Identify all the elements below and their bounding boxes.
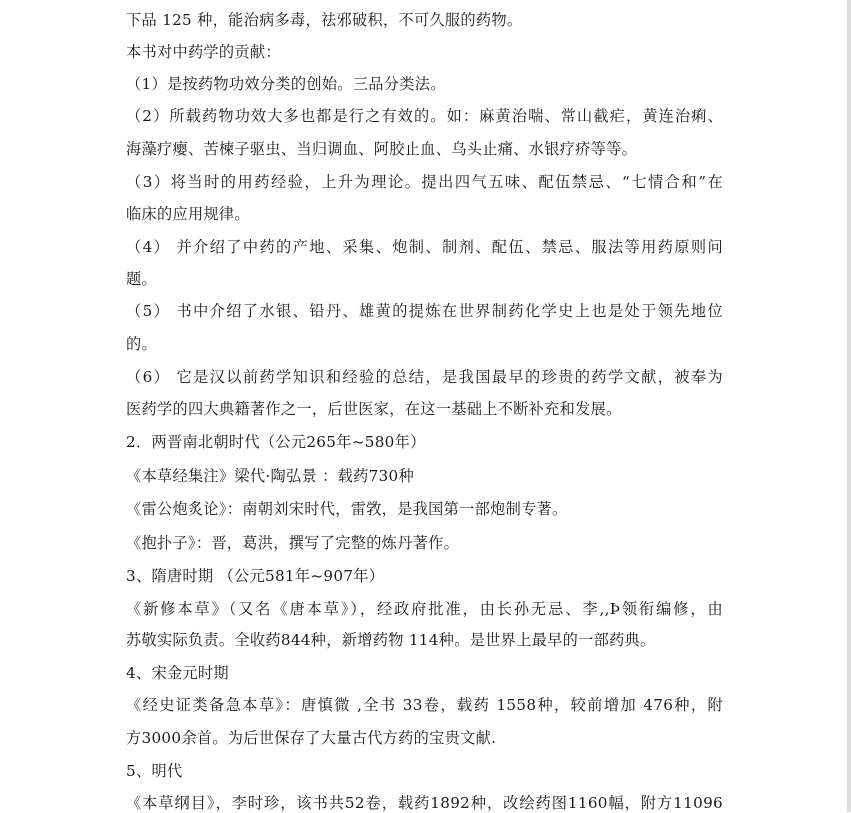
line-10: （5） 书中介绍了水银、铅丹、雄黄的提炼在世界制药化学史上也是处于领先地位 — [126, 302, 723, 320]
line-23: 方3000余首。为后世保存了大量古代方药的宝贵文献. — [126, 729, 497, 747]
line-16: 《雷公炮炙论》：南朝刘宋时代，雷敩，是我国第一部炮制专著。 — [126, 500, 568, 518]
line-13: 医药学的四大典籍著作之一，后世医家，在这一基础上不断补充和发展。 — [126, 400, 622, 418]
line-11: 的。 — [126, 335, 157, 353]
line-18: 3、隋唐时期 （公元581年~907年） — [126, 567, 385, 585]
line-25: 《本草纲目》，李时珍，该书共52卷，载药1892种，改绘药图1160幅，附方11096 — [126, 794, 723, 812]
line-20: 苏敬实际负责。全收药844种，新增药物 114种。是世界上最早的一部药典。 — [126, 631, 656, 649]
scrollbar[interactable] — [847, 0, 851, 812]
line-24: 5、明代 — [126, 762, 183, 780]
line-8: （4） 并介绍了中药的产地、采集、炮制、制剂、配伍、禁忌、服法等用药原则问 — [126, 238, 723, 256]
line-6: （3）将当时的用药经验，上升为理论。提出四气五味、配伍禁忌、“七情合和”在 — [126, 173, 723, 191]
line-12: （6） 它是汉以前药学知识和经验的总结，是我国最早的珍贵的药学文献，被奉为 — [126, 368, 723, 386]
line-3: （1）是按药物功效分类的创始。三品分类法。 — [126, 75, 446, 93]
line-1: 下品 125 种，能治病多毒，祛邪破积，不可久服的药物。 — [126, 11, 523, 29]
line-4: （2）所载药物功效大多也都是行之有效的。如：麻黄治喘、常山截疟，黄连治痢、 — [126, 107, 723, 125]
line-14: 2．两晋南北朝时代（公元265年~580年） — [126, 433, 426, 451]
line-5: 海藻疗瘿、苦楝子驱虫、当归调血、阿胶止血、乌头止痛、水银疗疥等等。 — [126, 140, 638, 158]
line-15: 《本草经集注》梁代·陶弘景 ：载药730种 — [126, 467, 414, 485]
line-2: 本书对中药学的贡献： — [126, 43, 281, 61]
line-22: 《经史证类备急本草》：唐慎微 ,全书 33卷，载药 1558种，较前增加 476种，附 — [126, 696, 723, 714]
line-7: 临床的应用规律。 — [126, 205, 250, 223]
line-9: 题。 — [126, 270, 157, 288]
line-17: 《抱扑子》：晋，葛洪，撰写了完整的炼丹著作。 — [126, 534, 460, 552]
line-19: 《新修本草》（又名《唐本草》），经政府批准，由长孙无忌、李,,Þ领衔编修，由 — [126, 600, 723, 618]
line-21: 4、宋金元时期 — [126, 664, 229, 682]
